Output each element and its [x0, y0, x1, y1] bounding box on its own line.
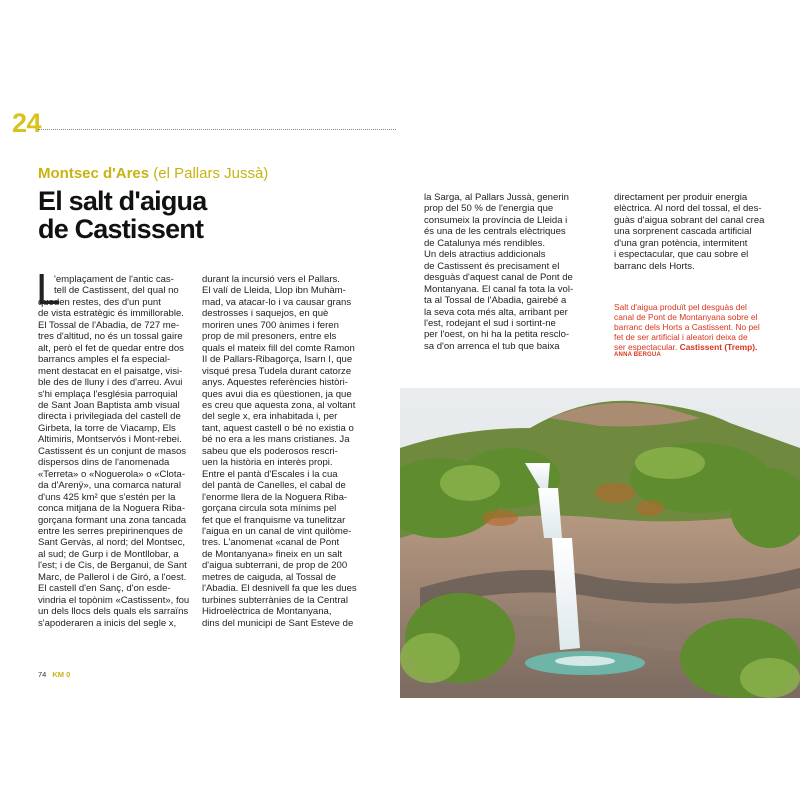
text-line: de vista estratègic és immillorable. [38, 308, 184, 320]
text-line: II de Pallars-Ribagorça, Isarn I, que [202, 354, 353, 366]
text-line: un dels llocs dels quals els sarraïns [38, 606, 189, 618]
text-line: dins del municipi de Sant Esteve de [202, 617, 354, 629]
text-line: sa d'on arrenca el tub que baixa [424, 340, 560, 352]
text-line: ment destacat en el paisatge, visi- [38, 365, 183, 377]
text-line: la seva cota més alta, arribant per [424, 306, 568, 318]
text-line: guàs d'aigua sobrant del canal crea [614, 214, 765, 226]
text-line: sabeu que els poderosos rescri- [202, 445, 338, 457]
text-line: l'est, rodejant el sud i sortint-ne [424, 317, 556, 329]
text-line: Montanyana. El canal fa tota la vol- [424, 283, 574, 295]
text-line: ta al Tossal de l'Abadia, gairebé a [424, 295, 567, 307]
text-line: l'enorme llera de la Noguera Riba- [202, 491, 348, 503]
text-line: del segle x, era inhabitada i, per [202, 411, 338, 423]
text-line: uen la història en interès propi. [202, 457, 333, 469]
text-line: del pantà de Canelles, el cabal de [202, 480, 346, 492]
text-line: Un dels atractius addicionals [424, 249, 546, 261]
text-line: directa i privilegiada del castell de [38, 411, 181, 423]
text-column-4 [614, 192, 790, 272]
text-line: mad, va atacar-lo i va causar grans [202, 296, 352, 308]
text-line: barrancs amples el fa especial- [38, 354, 171, 366]
text-line: s'apoderaren a inicis del segle x, [38, 617, 177, 629]
text-line: tres. L'anomenat «canal de Pont [202, 537, 340, 549]
text-line: «Terreta» o «Noguerola» o «Clota- [38, 468, 186, 480]
text-line: El castell d'en Sanç, d'on esde- [38, 583, 171, 595]
photo-credit: ANNA BERGUA [614, 352, 661, 358]
article-title [38, 187, 206, 243]
text-line: entre les serres prepirinenques de [38, 525, 183, 537]
text-line: 'emplaçament de l'antic cas- [54, 274, 174, 285]
article-number: 24 [12, 108, 42, 138]
text-line: desguàs d'aquest canal de Pont de [424, 272, 573, 284]
text-line: de Sant Joan Baptista amb visual [38, 399, 180, 411]
kicker-place: Montsec d'Ares [38, 165, 150, 182]
text-line: tres d'altitud, no és un tossal gaire [38, 331, 183, 343]
text-column-2 [202, 274, 358, 629]
text-line: de Catalunya més rendibles. [424, 237, 545, 249]
waterfall-photo [400, 388, 800, 698]
text-line: directament per produir energia [614, 192, 748, 203]
text-line: metres de caiguda, al Tossal de [202, 571, 337, 583]
text-line: barranc dels Horts. [614, 260, 695, 272]
text-line: l'Abadia. El desnivell fa que les dues [202, 583, 357, 595]
header-divider [38, 129, 396, 130]
text-line: gorçana formant una zona tancada [38, 514, 187, 526]
text-line: ques avui dia es qüestionen, ja que [202, 388, 352, 400]
text-line: moriren unes 700 ànimes i feren [202, 319, 339, 331]
text-line: es creu que aquesta zona, al voltant [202, 399, 356, 411]
caption-line: barranc dels Horts a Castissent. No pel [614, 322, 760, 332]
caption-place: Castissent (Tremp). [679, 342, 758, 352]
text-line: s'hi emplaça l'església parroquial [38, 388, 178, 400]
text-line: ble des de lluny i des d'arreu. Avui [38, 377, 183, 389]
caption-line: fet de ser artificial i aleatori deixa de [614, 332, 748, 342]
text-line: de Castissent és precisament el [424, 260, 560, 272]
text-line: alt, però el fet de quedar entre dos [38, 342, 184, 354]
text-line: una sorprenent cascada artificial [614, 226, 752, 238]
text-line: elèctrica. Al nord del tossal, el des- [614, 203, 762, 215]
text-line: al sud; de Gurp i de Montllobar, a [38, 548, 179, 560]
brand-logo: KM 0 [52, 670, 71, 679]
text-line: bé no era a les mans cristianes. Ja [202, 434, 350, 446]
text-line: d'aigua subterrani, de prop de 200 [202, 560, 348, 572]
text-line: l'est; i de Cis, de Berganui, de Sant [38, 560, 187, 572]
text-line: turbines subterrànies de la Central [202, 594, 348, 606]
text-line: consumeix la província de Lleida i [424, 214, 568, 226]
page-footer [38, 670, 70, 679]
text-line: d'uns 425 km² que s'estén per la [38, 491, 176, 503]
text-line: és una de les centrals elèctriques [424, 226, 566, 238]
text-line: anys. Aquestes referències històri- [202, 377, 348, 389]
text-line: quals el mateix fill del comte Ramon [202, 342, 355, 354]
text-line: El valí de Lleida, Llop ibn Muhàm- [202, 285, 346, 297]
text-line: El Tossal de l'Abadia, de 727 me- [38, 319, 180, 331]
text-line: Entre el pantà d'Escales i la cua [202, 468, 338, 480]
text-line: l'aigua en un canal de vint quilòme- [202, 525, 352, 537]
kicker-region: (el Pallars Jussà) [149, 165, 269, 182]
caption-line: canal de Pont de Montanyana sobre el [614, 312, 758, 322]
text-line: Castissent és un conjunt de masos [38, 445, 187, 457]
caption-line: ser espectacular. Castissent (Tremp). [614, 342, 758, 352]
text-line: d'una gran potència, intermitent [614, 237, 748, 249]
text-line: Sant Gervàs, al nord; del Montsec, [38, 537, 185, 549]
text-line: destrosses i saquejos, en què [202, 308, 329, 320]
text-line: de Montanyana» fineix en un salt [202, 548, 343, 560]
title-line-2: de Castissent [38, 214, 204, 244]
photo-caption [614, 302, 760, 352]
text-line: dispersos dins de l'anomenada [38, 457, 170, 469]
text-line: prop del 50 % de l'energia que [424, 203, 554, 215]
text-line: visqué presa Tudela durant catorze [202, 365, 352, 377]
text-column-1 [38, 274, 196, 629]
text-line: tant, aquest castell o bé no existia o [202, 422, 354, 434]
text-line: per l'oest, on hi ha la petita resclo- [424, 329, 570, 341]
text-line: Altimiris, Montservós i Mont-rebei. [38, 434, 182, 446]
text-line: queden restes, des d'un punt [38, 296, 161, 308]
text-line: vindria el topònim «Castissent», fou [38, 594, 190, 606]
text-column-3 [424, 192, 594, 352]
page-number: 74 [38, 670, 47, 679]
text-line: da d'Arenÿ», una comarca natural [38, 480, 181, 492]
text-line: gorçana circula sota mínims pel [202, 503, 337, 515]
title-line-1: El salt d'aigua [38, 186, 207, 216]
text-line: Marc, de Pallerol i de Giró, a l'oest. [38, 571, 187, 583]
text-line: Girbeta, la torre de Viacamp, Els [38, 422, 176, 434]
text-line: tell de Castissent, del qual no [54, 285, 179, 297]
kicker [38, 165, 268, 182]
caption-line: Salt d'aigua produït pel desguàs del [614, 302, 747, 312]
text-line: Hidroelèctrica de Montanyana, [202, 606, 332, 618]
waterfall-illustration [400, 388, 800, 698]
text-line: i espectacular, que cau sobre el [614, 249, 749, 261]
text-line: prop de mil presoners, entre els [202, 331, 337, 343]
text-line: fet que el franquisme va tunelitzar [202, 514, 346, 526]
text-line: la Sarga, al Pallars Jussà, generin [424, 192, 569, 203]
drop-cap: L [36, 265, 61, 314]
text-line: conca mitjana de la Noguera Riba- [38, 503, 185, 515]
text-line: durant la incursió vers el Pallars. [202, 274, 340, 285]
